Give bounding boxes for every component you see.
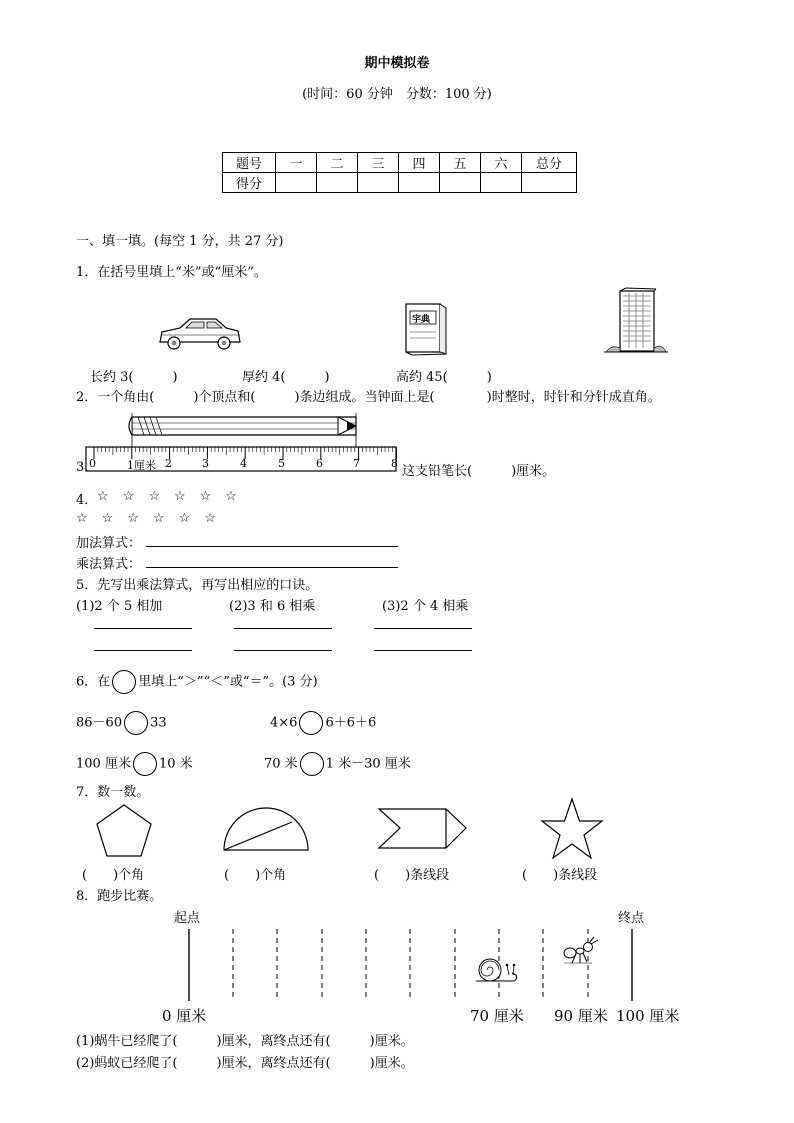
- q6-left: 86－60: [76, 715, 123, 731]
- ruler-label: 5: [278, 457, 285, 470]
- car-image: [156, 316, 242, 354]
- dictionary-label: 字典: [412, 315, 431, 325]
- score-table-cell: 六: [481, 153, 522, 173]
- score-input-cell[interactable]: [399, 173, 440, 193]
- mark-70cm: 70 厘米: [470, 1007, 524, 1025]
- score-table-cell: 题号: [223, 153, 276, 173]
- ruler-label: 1厘米: [127, 459, 156, 472]
- multiplication-answer-line[interactable]: [146, 567, 398, 568]
- score-table-cell: 四: [399, 153, 440, 173]
- star-icon: ☆: [122, 489, 135, 504]
- question-3-number: 3.: [76, 460, 89, 475]
- star-icon: ☆: [76, 511, 88, 526]
- q5-formula-line-3[interactable]: [374, 628, 472, 629]
- compare-circle-input[interactable]: [299, 711, 323, 735]
- score-input-cell[interactable]: [440, 173, 481, 193]
- star-icon: ☆: [204, 511, 216, 526]
- q6-right: 1 米－30 厘米: [325, 756, 411, 772]
- q5-formula-line-1[interactable]: [94, 628, 192, 629]
- score-input-cell[interactable]: [317, 173, 358, 193]
- star-icon: ☆: [199, 489, 212, 504]
- score-table-cell: 五: [440, 153, 481, 173]
- race-track: [180, 925, 640, 1005]
- q5-formula-line-2[interactable]: [234, 628, 332, 629]
- star-icon: ☆: [173, 489, 186, 504]
- building-image: [604, 288, 668, 356]
- question-8-text: 8．跑步比赛。: [76, 889, 163, 904]
- ant-icon: [564, 937, 598, 963]
- star-icon: ☆: [178, 511, 191, 526]
- q1-dictionary-answer[interactable]: 厚约 4( ): [242, 370, 330, 385]
- q8-sub-1[interactable]: (1)蜗牛已经爬了( )厘米，离终点还有( )厘米。: [76, 1034, 414, 1049]
- semicircle-shape: [222, 806, 310, 852]
- q7-answer-4[interactable]: ( )条线段: [522, 868, 598, 883]
- question-6-text: [76, 670, 318, 694]
- score-input-cell[interactable]: [276, 173, 317, 193]
- q6-compare-3: [76, 752, 193, 776]
- star-icon: ☆: [225, 489, 237, 504]
- star-icon: ☆: [97, 489, 109, 504]
- score-table-header-row: [223, 153, 577, 173]
- score-table-cell: 三: [358, 153, 399, 173]
- score-table-cell: 得分: [223, 173, 276, 193]
- question-2-text[interactable]: 2．一个角由( )个顶点和( )条边组成。当钟面上是( )时整时，时针和分针成直角。: [76, 390, 661, 405]
- mark-90cm: 90 厘米: [554, 1007, 608, 1025]
- ruler-label: 3: [202, 457, 209, 470]
- ruler-label: 4: [240, 457, 247, 470]
- question-4-number: 4．: [76, 493, 98, 508]
- star-shape: [540, 798, 604, 860]
- q7-answer-2[interactable]: ( )个角: [224, 868, 287, 883]
- ruler-label: 7: [353, 457, 360, 470]
- page-title: 期中模拟卷: [364, 56, 430, 71]
- score-table-score-row: [223, 173, 577, 193]
- stars-row-1: [97, 489, 251, 504]
- question-3-text[interactable]: 这支铅笔长( )厘米。: [402, 464, 556, 479]
- multiplication-label: 乘法算式：: [76, 557, 142, 572]
- addition-answer-line[interactable]: [146, 546, 398, 547]
- q1-building-answer[interactable]: 高约 45( ): [396, 370, 492, 385]
- snail-icon: [476, 959, 517, 981]
- ruler-label: 2: [165, 457, 172, 470]
- compare-circle-input[interactable]: [124, 711, 148, 735]
- ruler-label: 8: [391, 457, 398, 470]
- star-icon: ☆: [101, 511, 114, 526]
- score-input-cell[interactable]: [358, 173, 399, 193]
- score-table-cell: 总分: [522, 153, 577, 173]
- score-table: [222, 152, 577, 193]
- score-input-cell[interactable]: [522, 173, 577, 193]
- dictionary-image: [404, 302, 444, 354]
- q6-suffix: 里填上“＞”“＜”或“＝”。(3 分): [138, 674, 318, 690]
- q1-car-answer[interactable]: 长约 3( ): [90, 370, 178, 385]
- pentagon-shape: [96, 804, 152, 858]
- star-icon: ☆: [127, 511, 139, 526]
- q6-compare-2: [270, 711, 376, 735]
- ruler-label: 6: [316, 457, 323, 470]
- exam-info: (时间：60 分钟 分数：100 分): [302, 87, 492, 102]
- score-table-cell: 一: [276, 153, 317, 173]
- q7-answer-1[interactable]: ( )个角: [82, 868, 145, 883]
- finish-label: 终点: [618, 911, 645, 926]
- q6-compare-4: [264, 752, 411, 776]
- circle-icon: [112, 670, 136, 694]
- q5-item-3: (3)2 个 4 相乘: [382, 599, 469, 614]
- question-7-text: 7．数一数。: [76, 785, 150, 800]
- q6-left: 4×6: [270, 715, 298, 731]
- compare-circle-input[interactable]: [133, 752, 157, 776]
- q6-left: 70 米: [264, 756, 298, 772]
- q5-item-2: (2)3 和 6 相乘: [229, 599, 316, 614]
- arrow-pentagon-shape: [378, 808, 468, 850]
- q6-prefix: 6．在: [76, 674, 111, 690]
- star-icon: ☆: [152, 511, 165, 526]
- mark-0cm: 0 厘米: [162, 1007, 207, 1025]
- compare-circle-input[interactable]: [300, 752, 324, 776]
- q5-rhyme-line-2[interactable]: [234, 650, 332, 651]
- q6-right: 33: [150, 715, 167, 731]
- score-table-cell: 二: [317, 153, 358, 173]
- ruler-label: 0: [89, 457, 96, 470]
- score-input-cell[interactable]: [481, 173, 522, 193]
- q6-right: 10 米: [158, 756, 193, 772]
- question-5-text: 5．先写出乘法算式，再写出相应的口诀。: [76, 578, 319, 593]
- section-heading: 一、填一填。(每空 1 分，共 27 分): [76, 234, 284, 249]
- mark-100cm: 100 厘米: [616, 1007, 680, 1025]
- stars-row-2: [76, 511, 230, 526]
- q5-item-1: (1)2 个 5 相加: [76, 599, 163, 614]
- q7-answer-3[interactable]: ( )条线段: [374, 868, 450, 883]
- q6-right: 6＋6＋6: [325, 715, 377, 731]
- question-1-text: 1．在括号里填上“米”或“厘米”。: [76, 265, 267, 280]
- q5-rhyme-line-3[interactable]: [374, 650, 472, 651]
- start-label: 起点: [174, 911, 201, 926]
- addition-label: 加法算式：: [76, 536, 142, 551]
- q6-left: 100 厘米: [76, 756, 131, 772]
- q6-compare-1: [76, 711, 167, 735]
- star-icon: ☆: [148, 489, 160, 504]
- q8-sub-2[interactable]: (2)蚂蚁已经爬了( )厘米，离终点还有( )厘米。: [76, 1056, 414, 1071]
- q5-rhyme-line-1[interactable]: [94, 650, 192, 651]
